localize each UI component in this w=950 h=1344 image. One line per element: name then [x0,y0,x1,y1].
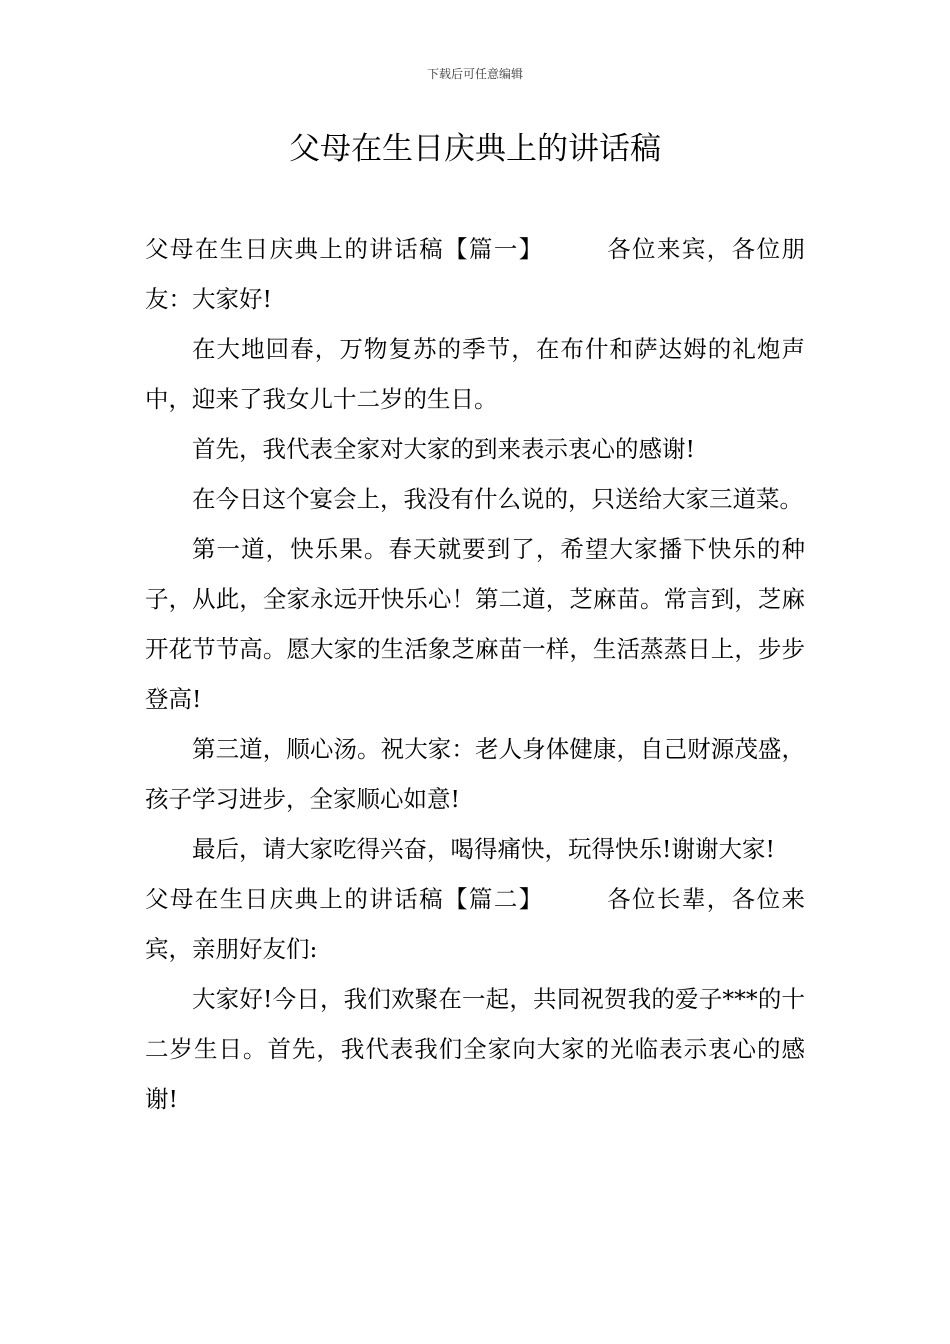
paragraph: 首先，我代表全家对大家的到来表示衷心的感谢! [192,435,695,463]
paragraph: 在大地回春，万物复苏的季节，在布什和萨达姆的礼炮声中，迎来了我女儿十二岁的生日。 [145,335,805,413]
paragraph: 第一道，快乐果。春天就要到了，希望大家播下快乐的种子，从此，全家永远开快乐心！第二道，芝麻苗。常言到，芝麻开花节节高。愿大家的生活象芝麻苗一样，生活蒸蒸日上，步步登高! [145,535,805,713]
document-body [145,224,805,1124]
paragraph: 在今日这个宴会上，我没有什么说的，只送给大家三道菜。 [192,485,803,513]
section-opening: 各位长辈，各位来宾，亲朋好友们: [145,885,806,963]
paragraph: 大家好!今日，我们欢聚在一起，共同祝贺我的爱子***的十二岁生日。首先，我代表我们全家向大家的光临表示衷心的感谢! [145,985,805,1113]
paragraph: 第三道，顺心汤。祝大家：老人身体健康，自己财源茂盛，孩子学习进步，全家顺心如意! [145,735,805,813]
document-title: 父母在生日庆典上的讲话稿 [289,131,661,167]
section-heading-text: 父母在生日庆典上的讲话稿【篇一】 [145,235,544,263]
header-note: 下载后可任意编辑 [426,67,523,81]
section-opening: 各位来宾，各位朋友：大家好! [145,235,806,313]
paragraph: 最后，请大家吃得兴奋，喝得痛快，玩得快乐!谢谢大家! [192,835,775,863]
section-heading-2 [145,874,805,974]
section-heading-text: 父母在生日庆典上的讲话稿【篇二】 [145,885,544,913]
section-heading-1 [145,224,805,324]
